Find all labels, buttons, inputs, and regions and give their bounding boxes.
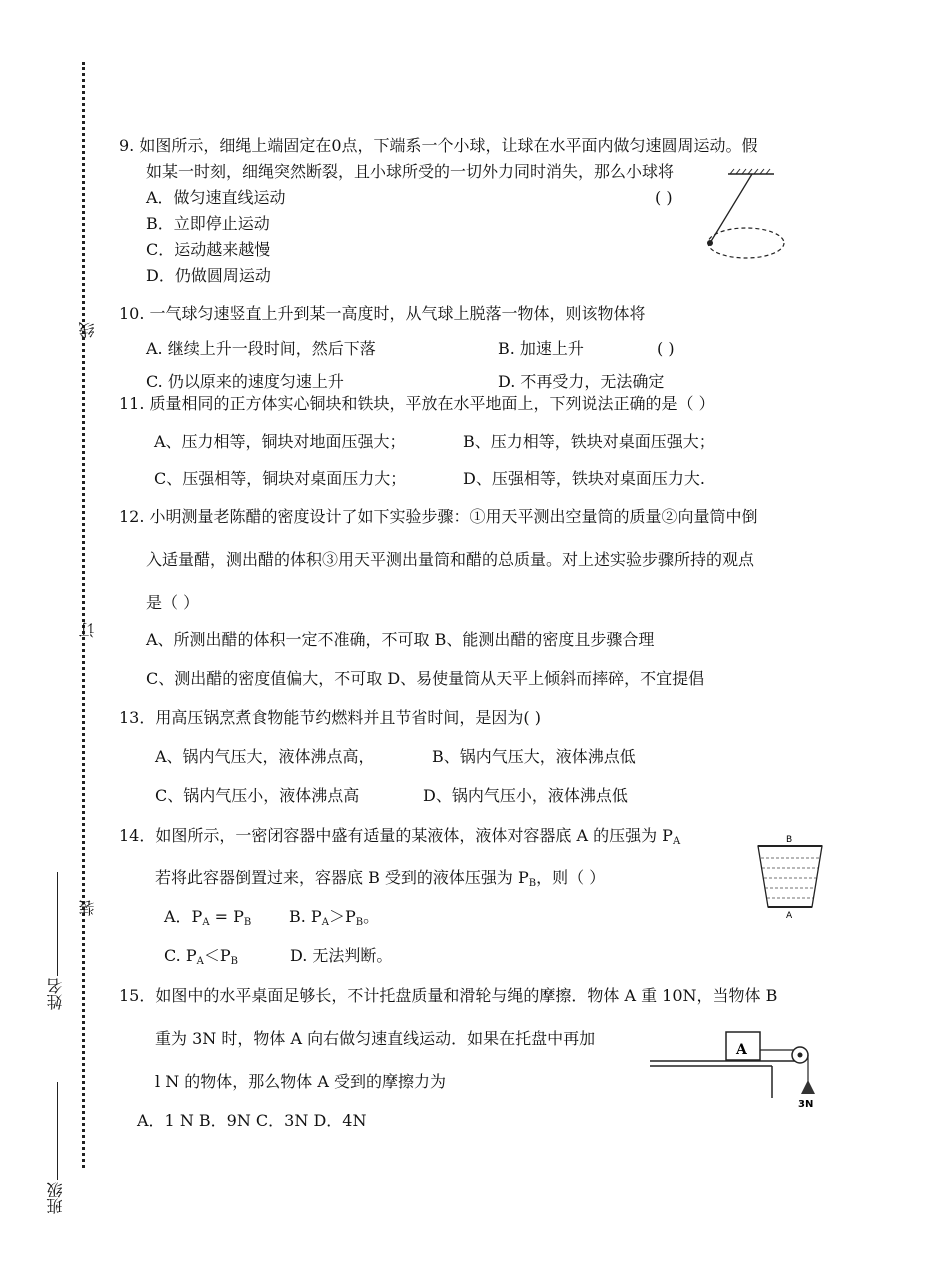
q12-options-ab: A、所测出醋的体积一定不准确，不可取 B、能测出醋的密度且步骤合理 [146,630,655,649]
weight-label-3n: 3N [798,1099,814,1110]
q9-option-b: B．立即停止运动 [146,214,270,233]
q9-option-c: C．运动越来越慢 [146,240,271,259]
q13-option-b: B、锅内气压大，液体沸点低 [432,747,636,766]
q14-option-d: D. 无法判断。 [290,946,393,965]
binding-dotted-line [82,62,85,1168]
q10-stem: 10. 一气球匀速竖直上升到某一高度时，从气球上脱落一物体，则该物体将 [119,304,646,323]
q15-stem-line3: l N 的物体，那么物体 A 受到的摩擦力为 [155,1072,447,1091]
q14-option-c: C. $P_A<P_B$ [164,946,238,967]
q11-option-a: A、压力相等，铜块对地面压强大； [154,432,406,451]
q12-options-cd: C、测出醋的密度值偏大，不可取 D、易使量筒从天平上倾斜而摔碎，不宜提倡 [146,669,705,688]
q12-stem-line3: 是（ ） [146,593,200,612]
margin-label-xian: 线 [78,322,97,338]
class-underline [57,1082,58,1180]
q15-stem-line1: 15．如图中的水平桌面足够长，不计托盘质量和滑轮与绳的摩擦．物体 A 重 10N，当物体 B [119,986,778,1005]
q10-option-c: C. 仍以原来的速度匀速上升 [146,372,344,391]
q15-stem-line2: 重为 3N 时，物体 A 向右做匀速直线运动．如果在托盘中再加 [155,1029,596,1048]
q9-option-d: D．仍做圆周运动 [146,266,271,285]
q11-stem: 11. 质量相同的正方体实心铜块和铁块，平放在水平地面上，下列说法正确的是（ ） [119,394,715,413]
q13-stem: 13．用高压锅烹煮食物能节约燃料并且节省时间，是因为( ) [119,708,541,727]
container-figure [752,830,828,920]
q12-stem-line1: 12. 小明测量老陈醋的密度设计了如下实验步骤：①用天平测出空量筒的质量②向量筒中倒 [119,507,758,526]
q14-option-a: A．$P_A = P_B$ [164,907,252,928]
q12-stem-line2: 入适量醋，测出醋的体积③用天平测出量筒和醋的总质量。对上述实验步骤所持的观点 [146,550,755,569]
margin-label-zhuang: 装 [78,900,97,916]
q10-option-b: B. 加速上升 [498,339,584,358]
q11-option-d: D、压强相等，铁块对桌面压力大. [463,469,705,488]
q9-option-a: A．做匀速直线运动 [146,188,286,207]
q10-option-d: D. 不再受力，无法确定 [498,372,665,391]
q14-stem-line1: 14．如图所示，一密闭容器中盛有适量的某液体，液体对容器底 A 的压强为 $P_A$ [119,826,681,847]
name-label: 姓名 [46,978,65,1010]
q13-option-d: D、锅内气压小，液体沸点低 [423,786,628,805]
q9-stem-line1: 9. 如图所示，细绳上端固定在0点，下端系一个小球，让球在水平面内做匀速圆周运动。假 [119,136,758,155]
q14-option-b: B. $P_A>P_B$。 [289,907,380,928]
margin-label-ding: 订 [78,622,97,638]
figure-label-b: B [786,835,793,845]
q13-option-a: A、锅内气压大，液体沸点高， [155,747,375,766]
q10-answer-bracket: ( ) [657,339,675,358]
block-a-label: A [736,1042,747,1058]
q9-answer-bracket: ( ) [655,188,673,207]
class-label: 班级 [46,1182,65,1214]
pulley-figure [648,1030,828,1115]
figure-label-a: A [786,911,793,920]
pendulum-figure [700,168,792,268]
q15-options: A．1 N B．9N C．3N D．4N [137,1111,367,1130]
q10-option-a: A. 继续上升一段时间，然后下落 [146,339,376,358]
q11-option-c: C、压强相等，铜块对桌面压力大； [154,469,407,488]
q9-stem-line2: 如某一时刻，细绳突然断裂，且小球所受的一切外力同时消失，那么小球将 [146,162,675,181]
q11-option-b: B、压力相等，铁块对桌面压强大； [463,432,715,451]
name-underline [57,872,58,976]
q13-option-c: C、锅内气压小，液体沸点高 [155,786,360,805]
q14-stem-line2: 若将此容器倒置过来，容器底 B 受到的液体压强为 $P_B$，则（ ） [155,868,606,889]
